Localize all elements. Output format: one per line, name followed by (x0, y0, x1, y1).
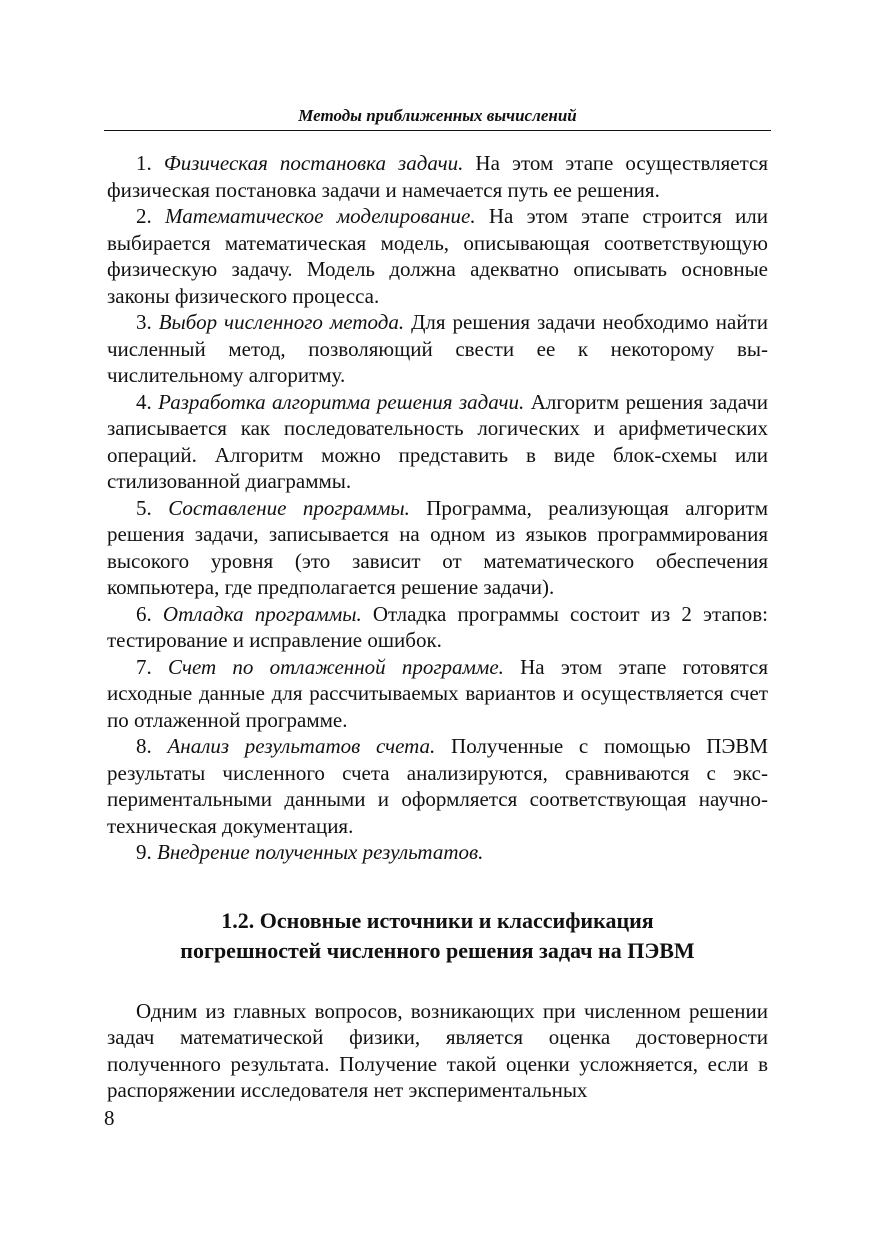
page-number: 8 (104, 1106, 115, 1130)
list-item: 2. Математическое моделирование. На этом этапе строится или выбирается математическая модель, описывающая соответствующую физическую задачу. Модель должна адекватно описывать основные законы физического процесса. (107, 204, 769, 308)
list-item: 3. Выбор численного метода. Для решения задачи необходимо найти численный метод, позволяющий свести ее к некоторому вычислительному алгоритму. (107, 310, 768, 387)
running-header: Методы приближенных вычислений (104, 106, 771, 131)
section-heading-line2: погрешностей численного решения задач на ПЭВМ (180, 937, 695, 963)
list-item: 7. Счет по отлаженной программе. На этом этапе готовятся исходные данные для рассчитываемых вариантов и осуществляется счет по отлаженной программе. (107, 654, 769, 732)
page-content (107, 150, 768, 1104)
list-item: 4. Разработка алгоритма решения задачи. Алгоритм решения задачи записывается как последовательность логических и арифметических операций. Алгоритм можно представить в виде блок-схемы или стилизованной диаграммы. (107, 389, 769, 493)
body-paragraph: Одним из главных вопросов, возникающих при численном решении задач математической физики, является оценка достоверности полученного результата. Получение такой оценки усложняется, если в распоряжении исследователя нет экспериментальных (107, 998, 768, 1102)
list-item: 9. Внедрение полученных результатов. (136, 840, 484, 864)
list-item: 5. Составление программы. Программа, реализующая алгоритм решения задачи, записывается на одном из языков программирования высокого уровня (это зависит от математического обеспечения компьютера, где предполагается решение задачи). (107, 495, 769, 599)
section-heading (107, 906, 768, 966)
list-item: 6. Отладка программы. Отладка программы состоит из 2 этапов: тестирование и исправление ошибок. (107, 601, 768, 652)
section-heading-line1: 1.2. Основные источники и классификация (221, 907, 654, 933)
list-item: 8. Анализ результатов счета. Полученные с помощью ПЭВМ результаты численного счета анализируются, сравниваются с экспериментальными данными и оформляется соответствующая научно-техническая документация. (107, 734, 768, 838)
list-item: 1. Физическая постановка задачи. На этом этапе осуществляется физическая постановка задачи и намечается путь ее решения. (107, 151, 768, 202)
